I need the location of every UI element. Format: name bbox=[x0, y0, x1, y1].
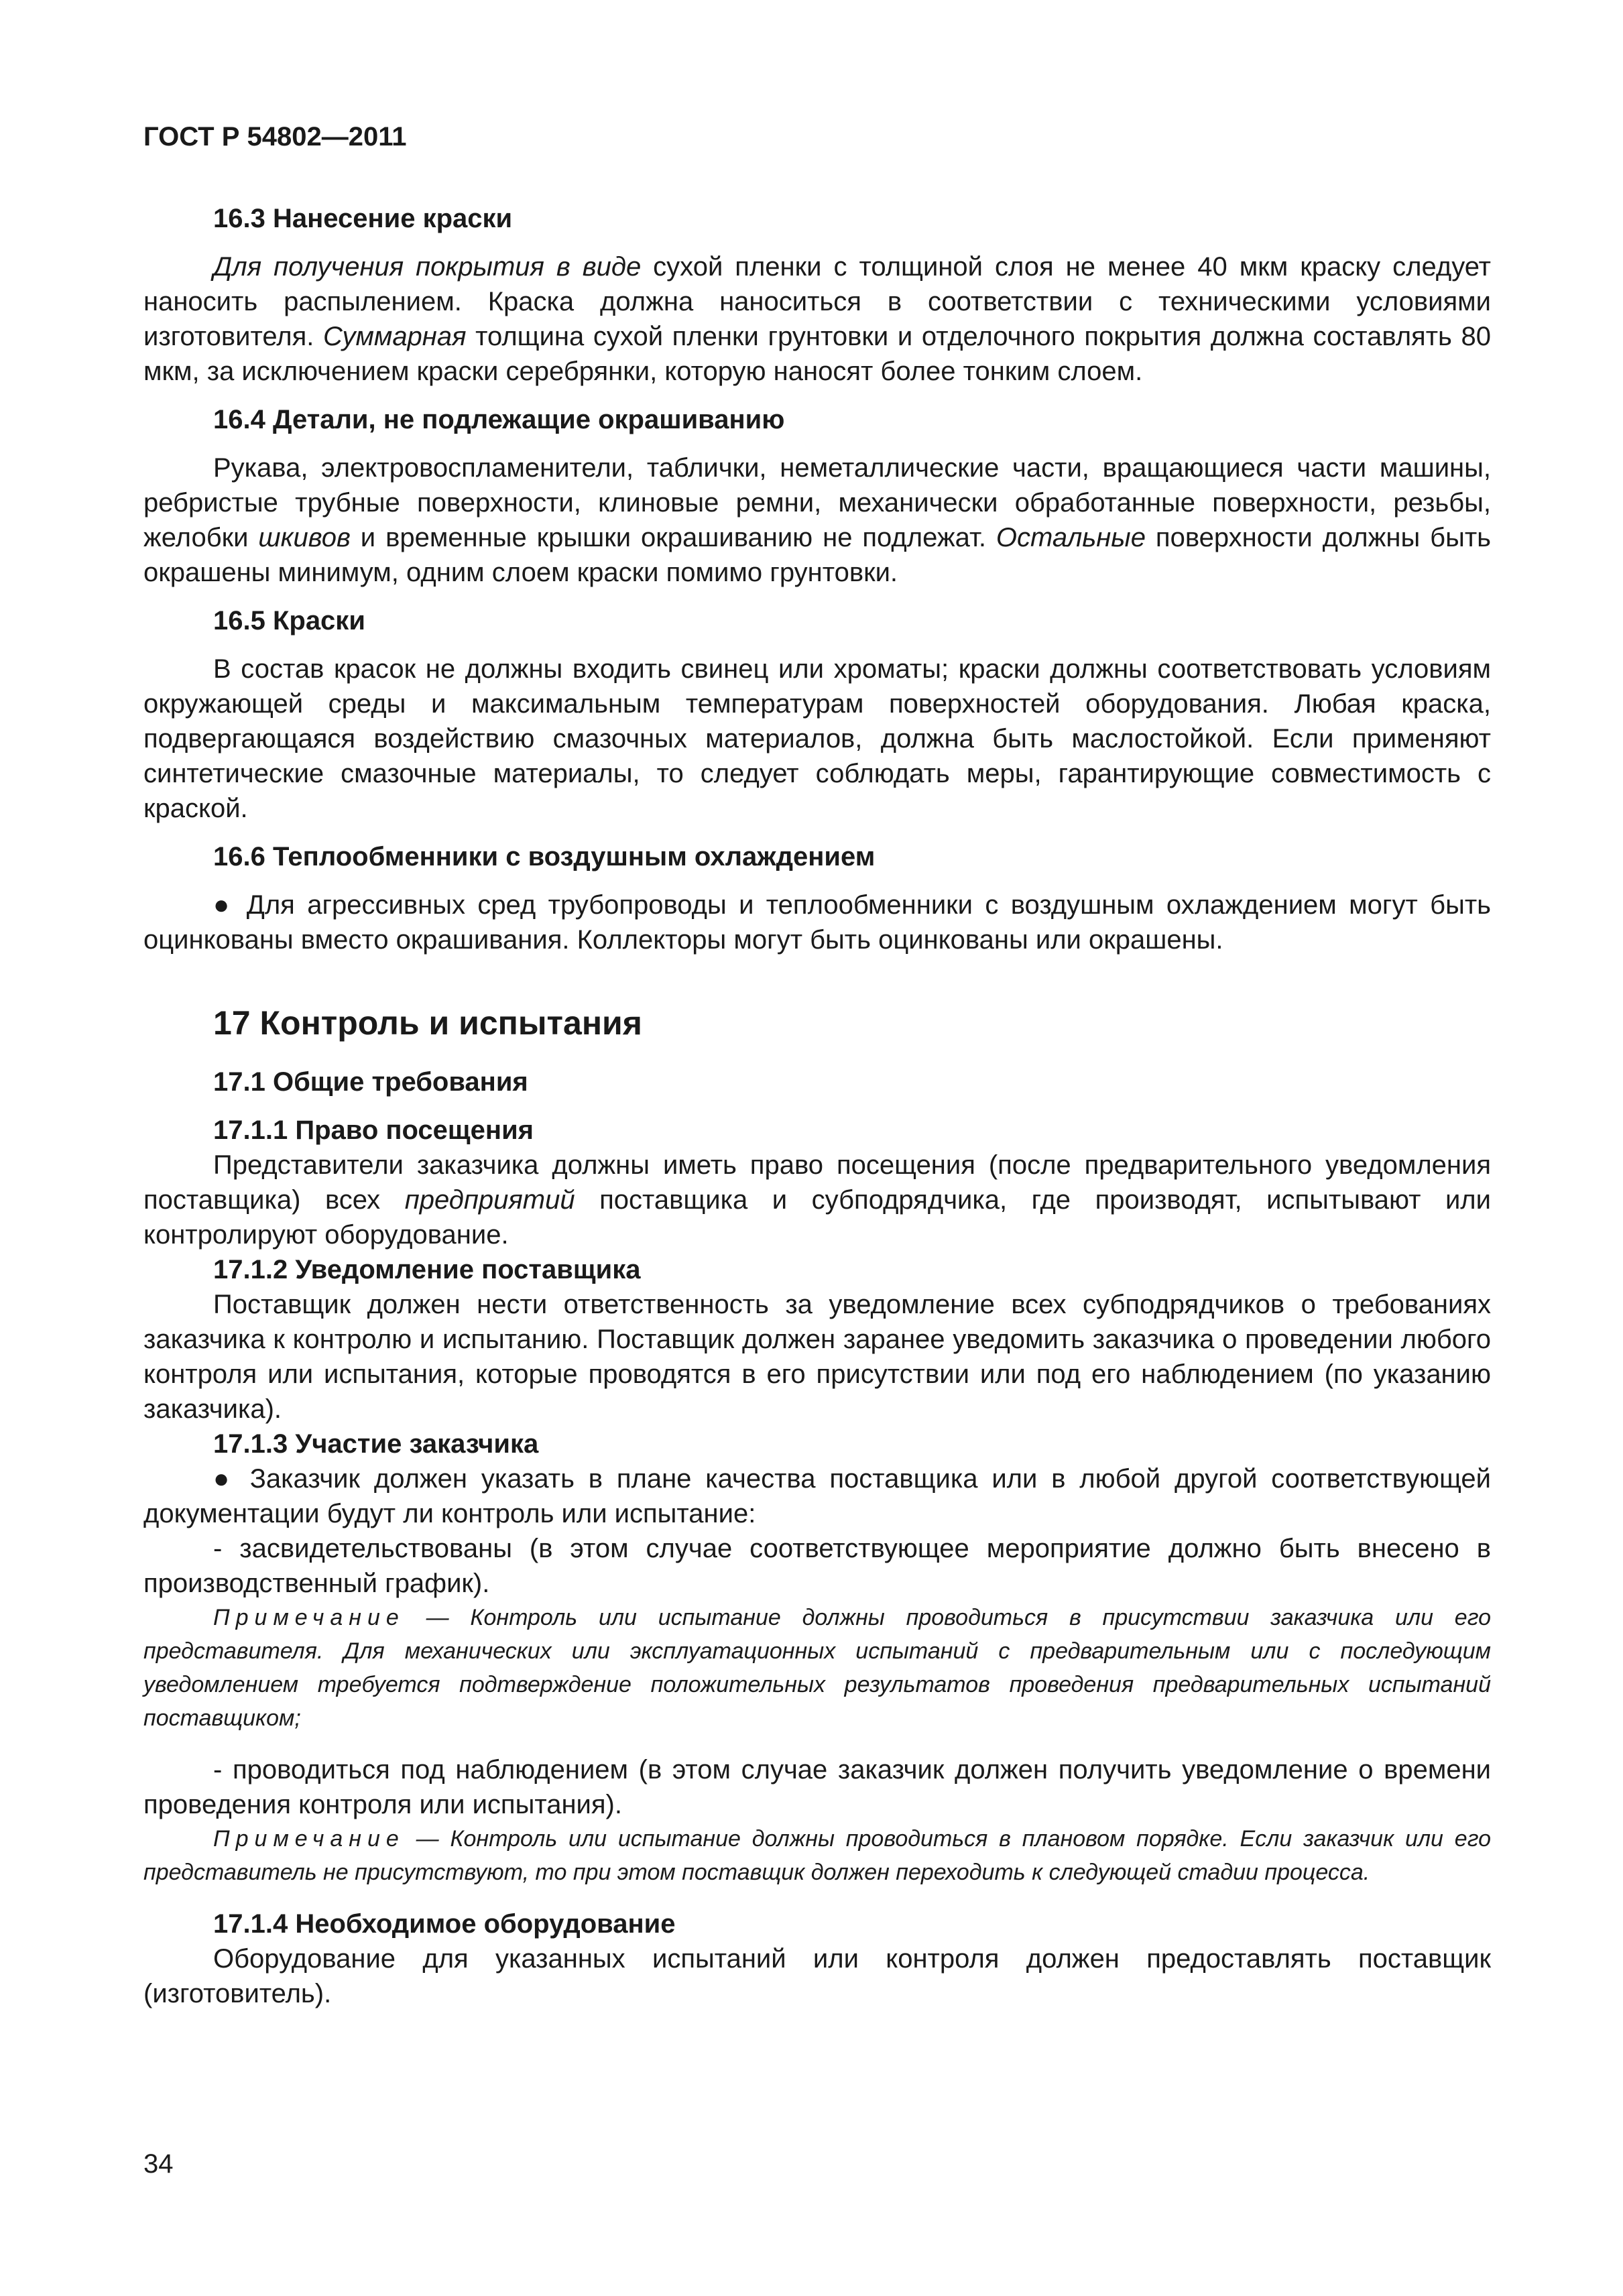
note-1 bbox=[143, 1601, 1491, 1735]
text: сухой пленки с толщиной слоя не менее 40 мкм краску следует наносить распылением. Краска должна наноситься в соответствии с техническими условиями изготовителя. bbox=[143, 252, 1491, 351]
section-17-1-4-title: 17.1.4 Необходимое оборудование bbox=[213, 1909, 676, 1939]
text: Рукава, электровоспламенители, таблички, неметаллические части, вращающиеся части машины, ребристые трубные поверхности, клиновые ремни, механически обработанные поверхности, резьбы, желобки bbox=[143, 453, 1491, 552]
note-label: Примечание bbox=[213, 1826, 405, 1852]
italic-text: Для получения покрытия в виде bbox=[213, 252, 642, 282]
italic-text: Суммарная bbox=[323, 322, 467, 351]
document-body bbox=[143, 201, 1491, 2011]
text: толщина сухой пленки грунтовки и отделочного покрытия должна составлять 80 мкм, за исключением краски серебрянки, которую наносят более тонким слоем. bbox=[143, 322, 1491, 386]
section-17-1-3-title: 17.1.3 Участие заказчика bbox=[213, 1429, 539, 1459]
note-label: Примечание bbox=[213, 1605, 405, 1630]
section-17-title: 17 Контроль и испытания bbox=[213, 1004, 642, 1042]
section-17-1-1-paragraph bbox=[143, 1148, 1491, 1252]
note-text: — Контроль или испытание должны проводиться в присутствии заказчика или его представителя. Для механических или эксплуатационных испытаний с предварительным или с последующим уведомлением требуется подтверждение положительных результатов проведения предварительных испытаний поставщиком; bbox=[143, 1605, 1491, 1731]
section-16-4-paragraph bbox=[143, 450, 1491, 590]
note-2 bbox=[143, 1822, 1491, 1889]
section-16-5-title: 16.5 Краски bbox=[213, 606, 365, 636]
text: поставщика и субподрядчика, где производят, испытывают или контролируют оборудование. bbox=[143, 1185, 1491, 1250]
text: и временные крышки окрашиванию не подлежат. bbox=[350, 523, 996, 552]
document-code-header: ГОСТ Р 54802—2011 bbox=[143, 122, 407, 152]
section-16-3-paragraph bbox=[143, 249, 1491, 389]
page-number: 34 bbox=[143, 2149, 174, 2179]
section-17-1-2-title: 17.1.2 Уведомление поставщика bbox=[213, 1255, 641, 1284]
text: Представители заказчика должны иметь право посещения (после предварительного уведомления поставщика) всех bbox=[143, 1150, 1491, 1215]
section-16-4-title: 16.4 Детали, не подлежащие окрашиванию bbox=[213, 405, 785, 434]
italic-text: предприятий bbox=[404, 1185, 575, 1215]
section-17-1-3-paragraph-3: - проводиться под наблюдением (в этом случае заказчик должен получить уведомление о времени проведения контроля или испытания). bbox=[143, 1755, 1491, 1819]
section-17-1-3-paragraph-2: - засвидетельствованы (в этом случае соответствующее мероприятие должно быть внесено в производственный график). bbox=[143, 1534, 1491, 1598]
italic-text: шкивов bbox=[258, 523, 351, 552]
text: поверхности должны быть окрашены минимум, одним слоем краски помимо грунтовки. bbox=[143, 523, 1491, 587]
section-17-1-2-paragraph: Поставщик должен нести ответственность за уведомление всех субподрядчиков о требованиях заказчика к контролю и испытанию. Поставщик должен заранее уведомить заказчика о проведении любого контроля или испытания, которые проводятся в его присутствии или под его наблюдением (по указанию заказчика). bbox=[143, 1290, 1491, 1424]
section-17-1-3-paragraph-1: ● Заказчик должен указать в плане качества поставщика или в любой другой соответствующей документации будут ли контроль или испытание: bbox=[143, 1464, 1491, 1528]
section-17-1-1-title: 17.1.1 Право посещения bbox=[213, 1115, 534, 1145]
section-16-3-title: 16.3 Нанесение краски bbox=[213, 204, 513, 233]
section-16-6-paragraph: ● Для агрессивных сред трубопроводы и теплообменники с воздушным охлаждением могут быть оцинкованы вместо окрашивания. Коллекторы могут быть оцинкованы или окрашены. bbox=[143, 890, 1491, 955]
section-17-1-title: 17.1 Общие требования bbox=[213, 1067, 528, 1097]
note-text: — Контроль или испытание должны проводиться в плановом порядке. Если заказчик или его представитель не присутствуют, то при этом поставщик должен переходить к следующей стадии процесса. bbox=[143, 1826, 1491, 1885]
section-16-6-title: 16.6 Теплообменники с воздушным охлаждением bbox=[213, 842, 876, 871]
section-17-1-4-paragraph: Оборудование для указанных испытаний или контроля должен предоставлять поставщик (изготовитель). bbox=[143, 1944, 1491, 2008]
italic-text: Остальные bbox=[996, 523, 1146, 552]
section-16-5-paragraph: В состав красок не должны входить свинец или хроматы; краски должны соответствовать условиям окружающей среды и максимальным температурам поверхностей оборудования. Любая краска, подвергающаяся воздействию смазочных материалов, должна быть маслостойкой. Если применяют синтетические смазочные материалы, то следует соблюдать меры, гарантирующие совместимость с краской. bbox=[143, 654, 1491, 823]
